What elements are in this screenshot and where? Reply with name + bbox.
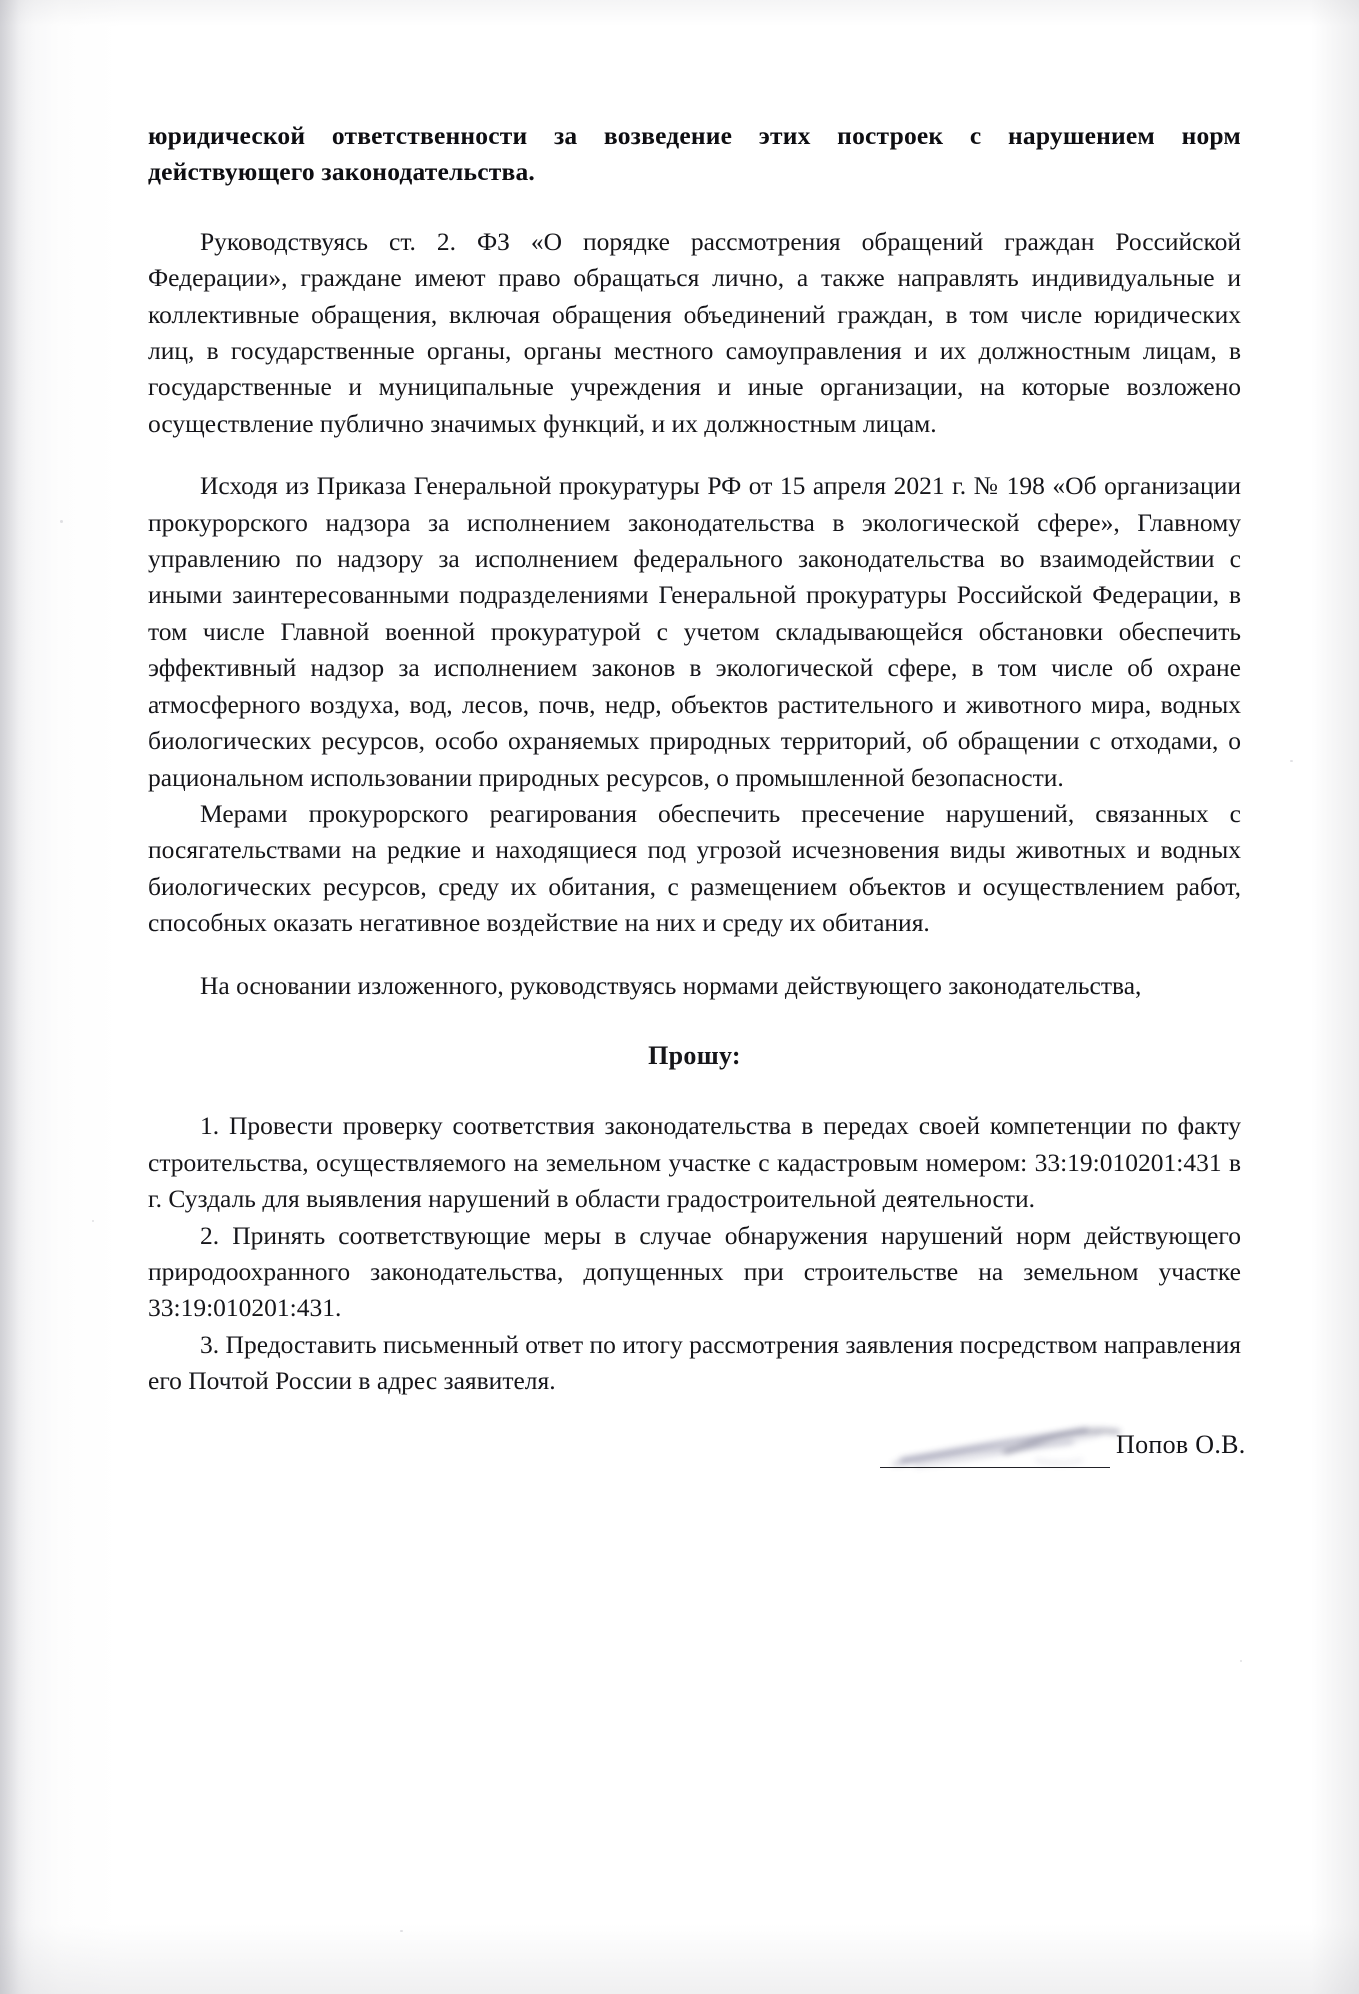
document-text-body bbox=[148, 118, 1241, 1400]
heading-spacer-top bbox=[148, 1004, 1241, 1038]
request-heading: Прошу: bbox=[648, 1040, 741, 1070]
paragraph-on-the-basis-of-the-above: На основании изложенного, руководствуясь нормами действующего законодательства, bbox=[200, 970, 1142, 1000]
handwritten-signature bbox=[886, 1420, 1136, 1470]
request-item-1: 1. Провести проверку соответствия законодательства в передах своей компетенции по факту строительства, осуществляемого на земельном участке с кадастровым номером: 33:19:010201:431 в г. Суздаль для выявления нарушений в области градостроительной деятельности. bbox=[148, 1111, 1241, 1214]
lead-paragraph-line-2: действующего законодательства. bbox=[148, 157, 535, 187]
request-item-2: 2. Принять соответствующие меры в случае обнаружения нарушений норм действующего природоохранного законодательства, допущенных при строительстве на земельном участке 33:19:010201:431. bbox=[148, 1220, 1241, 1323]
signatory-name: Попов О.В. bbox=[1116, 1430, 1246, 1459]
signature-rule bbox=[880, 1467, 1110, 1468]
lead-paragraph bbox=[148, 118, 1241, 191]
heading-spacer-bottom bbox=[148, 1074, 1241, 1108]
paragraph-prosecutor-order-198: Исходя из Приказа Генеральной прокуратуры РФ от 15 апреля 2021 г. № 198 «Об организации прокурорского надзора за исполнением законодательства в экологической сфере», Главному управлению по надзору за исполнением федерального законодательства во взаимодействии с иными заинтересованными подразделениями Генеральной прокуратуры Российской Федерации, в том числе Главной военной прокуратурой с учетом складывающейся обстановки обеспечить эффективный надзор за исполнением законов в экологической сфере, в том числе об охране атмосферного воздуха, вод, лесов, почв, недр, объектов растительного и животного мира, водных биологических ресурсов, особо охраняемых природных территорий, об обращении с отходами, о рациональном использовании природных ресурсов, о промышленной безопасности. bbox=[148, 471, 1241, 792]
lead-paragraph-line-1: юридической ответственности за возведение этих построек с нарушением норм bbox=[148, 121, 1241, 150]
paragraph-citizens-appeals-law: Руководствуясь ст. 2. ФЗ «О порядке рассмотрения обращений граждан Российской Федерации», граждане имеют право обращаться лично, а также направлять индивидуальные и коллективные обращения, включая обращения объединений граждан, в том числе юридических лиц, в государственные органы, органы местного самоуправления и их должностным лицам, в государственные и муниципальные учреждения и иные организации, на которые возложено осуществление публично значимых функций, и их должностным лицам. bbox=[148, 226, 1241, 438]
paragraph-spacer bbox=[148, 442, 1241, 468]
paragraph-spacer bbox=[148, 942, 1241, 968]
request-item-3: 3. Предоставить письменный ответ по итогу рассмотрения заявления посредством направления его Почтой России в адрес заявителя. bbox=[148, 1329, 1241, 1396]
paragraph-prosecutor-response-measures: Мерами прокурорского реагирования обеспечить пресечение нарушений, связанных с посягательствами на редкие и находящиеся под угрозой исчезновения виды животных и водных биологических ресурсов, среду их обитания, с размещением объектов и осуществлением работ, способных оказать негативное воздействие на них и среду их обитания. bbox=[148, 798, 1241, 938]
signature-block bbox=[880, 1418, 1246, 1478]
